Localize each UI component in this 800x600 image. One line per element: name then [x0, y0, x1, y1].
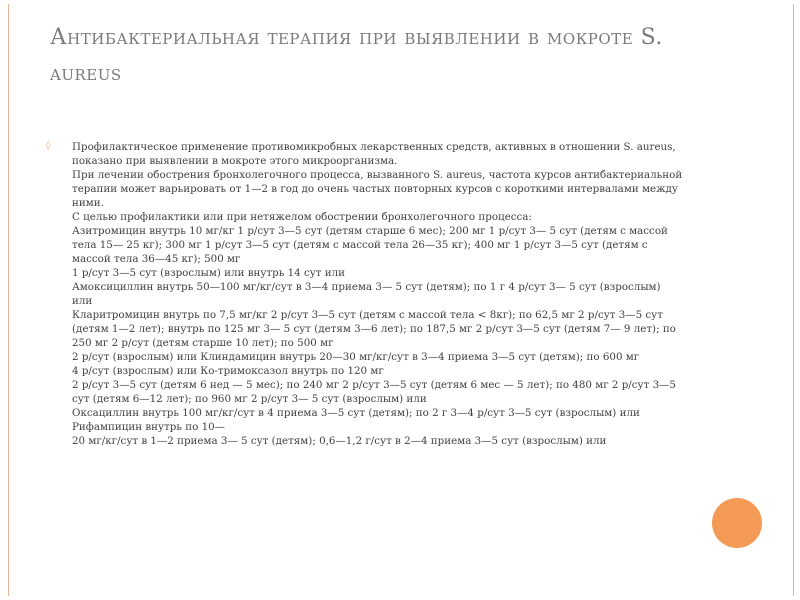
paragraph: 4 р/сут (взрослым) или Ко-тримоксазол внутрь по 120 мг [72, 365, 384, 377]
slide-title: Антибактериальная терапия при выявлении в мокроте S. aureus [50, 25, 663, 86]
bullet-icon: ◊ [46, 141, 51, 151]
paragraph: 20 мг/кг/сут в 1—2 приема 3— 5 сут (детям); 0,6—1,2 г/сут в 2—4 приема 3—5 сут (взрослым) или [72, 435, 607, 447]
paragraph: Профилактическое применение противомикробных лекарственных средств, активных в отношении S. aureus, показано при выявлении в мокроте этого микроорганизма. [72, 141, 676, 167]
paragraph: 2 р/сут (взрослым) или Клиндамицин внутрь 20—30 мг/кг/сут в 3—4 приема 3—5 сут (детям); по 600 мг [72, 351, 640, 363]
paragraph: Кларитромицин внутрь по 7,5 мг/кг 2 р/сут 3—5 сут (детям с массой тела < 8кг); по 62,5 мг 2 р/сут 3—5 сут (детям 1—2 лет); внутрь по 125 мг 3— 5 сут (детям 3—6 лет); по 187,5 мг 2 р/сут 3—5 сут (детям 7— 9 лет); по 250 мг 2 р/сут (детям старше 10 лет); по 500 мг [72, 309, 676, 349]
paragraph: С целью профилактики или при нетяжелом обострении бронхолегочного процесса: [72, 211, 532, 223]
body-text [72, 140, 684, 448]
paragraph: Рифампицин внутрь по 10— [72, 421, 225, 433]
paragraph: Оксациллин внутрь 100 мг/кг/сут в 4 приема 3—5 сут (детям); по 2 г 3—4 р/сут 3—5 сут (взрослым) или [72, 407, 640, 419]
paragraph: 2 р/сут 3—5 сут (детям 6 нед — 5 мес); по 240 мг 2 р/сут 3—5 сут (детям 6 мес — 5 лет); по 480 мг 2 р/сут 3—5 сут (детям 6—12 лет); по 960 мг 2 р/сут 3— 5 сут (взрослым) или [72, 379, 676, 405]
paragraph: Амоксициллин внутрь 50—100 мг/кг/сут в 3—4 приема 3— 5 сут (детям); по 1 г 4 р/сут 3— 5 сут (взрослым) или [72, 281, 661, 307]
paragraph: 1 р/сут 3—5 сут (взрослым) или внутрь 14 сут или [72, 267, 346, 279]
decorative-circle [712, 498, 762, 548]
paragraph: При лечении обострения бронхолегочного процесса, вызванного S. aureus, частота курсов антибактериальной терапии может варьировать от 1—2 в год до очень частых повторных курсов с короткими интервалами между ними. [72, 169, 683, 209]
paragraph: Азитромицин внутрь 10 мг/кг 1 р/сут 3—5 сут (детям старше 6 мес); 200 мг 1 р/сут 3— 5 сут (детям с массой тела 15— 25 кг); 300 мг 1 р/сут 3—5 сут (детям с массой тела 26—35 кг); 400 мг 1 р/сут 3—5 сут (детям с массой тела 36—45 кг); 500 мг [72, 225, 668, 265]
